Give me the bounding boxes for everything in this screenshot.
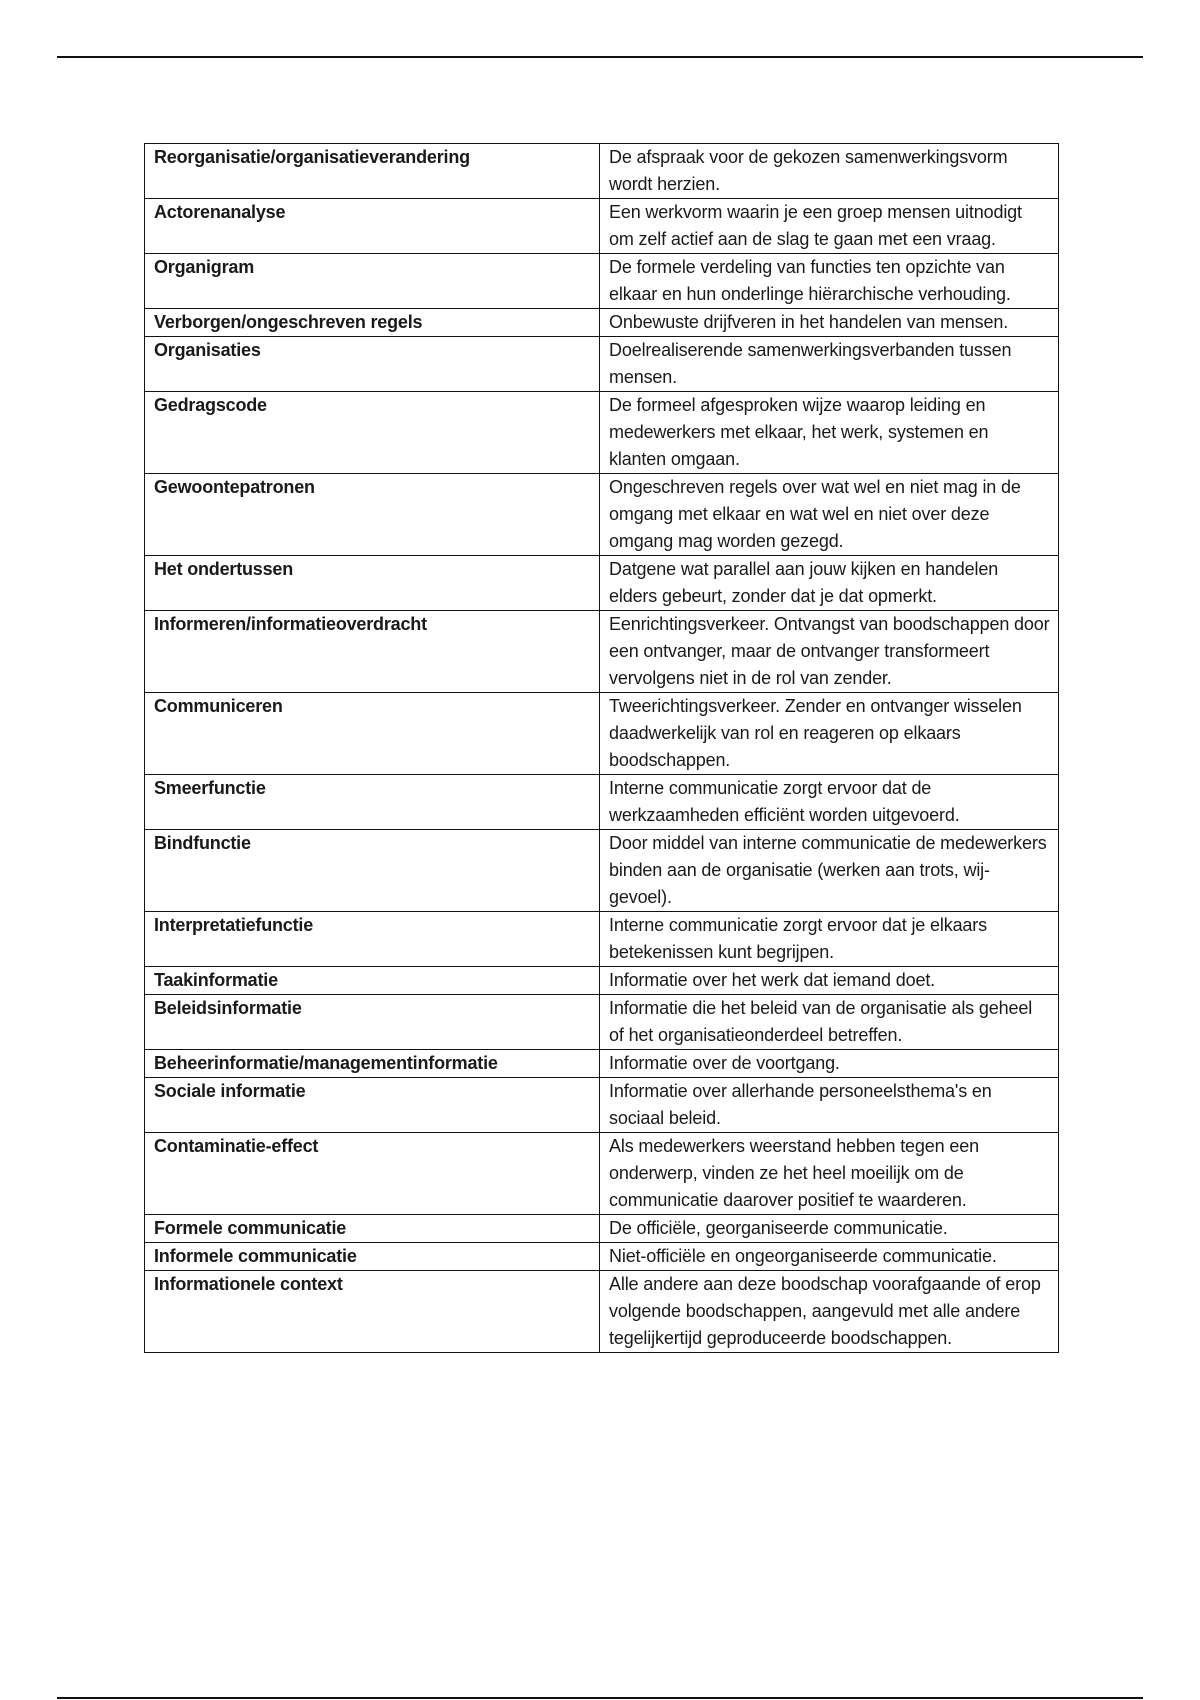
definition-cell: Doelrealiserende samenwerkingsverbanden tussen mensen. (600, 337, 1059, 392)
term-cell: Actorenanalyse (145, 199, 600, 254)
term-cell: Formele communicatie (145, 1215, 600, 1243)
definition-cell: Datgene wat parallel aan jouw kijken en handelen elders gebeurt, zonder dat je dat opmerkt. (600, 556, 1059, 611)
definition-cell: Eenrichtingsverkeer. Ontvangst van boodschappen door een ontvanger, maar de ontvanger transformeert vervolgens niet in de rol van zender. (600, 611, 1059, 693)
term-cell: Reorganisatie/organisatieverandering (145, 144, 600, 199)
table-row (145, 199, 1059, 254)
definition-cell: Interne communicatie zorgt ervoor dat de werkzaamheden efficiënt worden uitgevoerd. (600, 775, 1059, 830)
term-cell: Sociale informatie (145, 1078, 600, 1133)
definition-cell: Niet-officiële en ongeorganiseerde communicatie. (600, 1243, 1059, 1271)
definition-cell: Informatie over de voortgang. (600, 1050, 1059, 1078)
table-row (145, 967, 1059, 995)
definition-cell: Informatie die het beleid van de organisatie als geheel of het organisatieonderdeel betreffen. (600, 995, 1059, 1050)
definition-cell: De officiële, georganiseerde communicatie. (600, 1215, 1059, 1243)
table-row (145, 556, 1059, 611)
definition-cell: Door middel van interne communicatie de medewerkers binden aan de organisatie (werken aan trots, wij-gevoel). (600, 830, 1059, 912)
table-row (145, 1078, 1059, 1133)
table-row (145, 611, 1059, 693)
term-cell: Beheerinformatie/managementinformatie (145, 1050, 600, 1078)
table-row (145, 693, 1059, 775)
table-row (145, 144, 1059, 199)
table-row (145, 1133, 1059, 1215)
definition-cell: Tweerichtingsverkeer. Zender en ontvanger wisselen daadwerkelijk van rol en reageren op elkaars boodschappen. (600, 693, 1059, 775)
term-cell: Beleidsinformatie (145, 995, 600, 1050)
term-cell: Het ondertussen (145, 556, 600, 611)
table-row (145, 337, 1059, 392)
term-cell: Informationele context (145, 1271, 600, 1353)
definition-cell: Interne communicatie zorgt ervoor dat je elkaars betekenissen kunt begrijpen. (600, 912, 1059, 967)
footer-rule (57, 1697, 1143, 1699)
term-cell: Interpretatiefunctie (145, 912, 600, 967)
table-row (145, 1271, 1059, 1353)
term-cell: Organisaties (145, 337, 600, 392)
table-row (145, 474, 1059, 556)
term-cell: Gedragscode (145, 392, 600, 474)
definition-cell: Alle andere aan deze boodschap voorafgaande of erop volgende boodschappen, aangevuld met alle andere tegelijkertijd geproduceerde boodschappen. (600, 1271, 1059, 1353)
term-cell: Bindfunctie (145, 830, 600, 912)
table-row (145, 254, 1059, 309)
term-cell: Communiceren (145, 693, 600, 775)
term-cell: Informeren/informatieoverdracht (145, 611, 600, 693)
term-cell: Informele communicatie (145, 1243, 600, 1271)
definition-cell: Informatie over het werk dat iemand doet. (600, 967, 1059, 995)
term-cell: Smeerfunctie (145, 775, 600, 830)
term-cell: Contaminatie-effect (145, 1133, 600, 1215)
definition-cell: De formeel afgesproken wijze waarop leiding en medewerkers met elkaar, het werk, systemen en klanten omgaan. (600, 392, 1059, 474)
term-cell: Gewoontepatronen (145, 474, 600, 556)
header-rule (57, 56, 1143, 58)
table-row (145, 1243, 1059, 1271)
glossary-body (145, 144, 1059, 1353)
table-row (145, 1215, 1059, 1243)
table-row (145, 830, 1059, 912)
table-row (145, 775, 1059, 830)
term-cell: Taakinformatie (145, 967, 600, 995)
table-row (145, 309, 1059, 337)
definition-cell: Als medewerkers weerstand hebben tegen een onderwerp, vinden ze het heel moeilijk om de communicatie daarover positief te waarderen. (600, 1133, 1059, 1215)
definition-cell: Een werkvorm waarin je een groep mensen uitnodigt om zelf actief aan de slag te gaan met een vraag. (600, 199, 1059, 254)
term-cell: Verborgen/ongeschreven regels (145, 309, 600, 337)
term-cell: Organigram (145, 254, 600, 309)
definition-cell: De afspraak voor de gekozen samenwerkingsvorm wordt herzien. (600, 144, 1059, 199)
definition-cell: Onbewuste drijfveren in het handelen van mensen. (600, 309, 1059, 337)
definition-cell: De formele verdeling van functies ten opzichte van elkaar en hun onderlinge hiërarchische verhouding. (600, 254, 1059, 309)
table-row (145, 912, 1059, 967)
definition-cell: Ongeschreven regels over wat wel en niet mag in de omgang met elkaar en wat wel en niet over deze omgang mag worden gezegd. (600, 474, 1059, 556)
glossary-table (144, 143, 1059, 1353)
definition-cell: Informatie over allerhande personeelsthema's en sociaal beleid. (600, 1078, 1059, 1133)
table-row (145, 392, 1059, 474)
table-row (145, 995, 1059, 1050)
table-row (145, 1050, 1059, 1078)
